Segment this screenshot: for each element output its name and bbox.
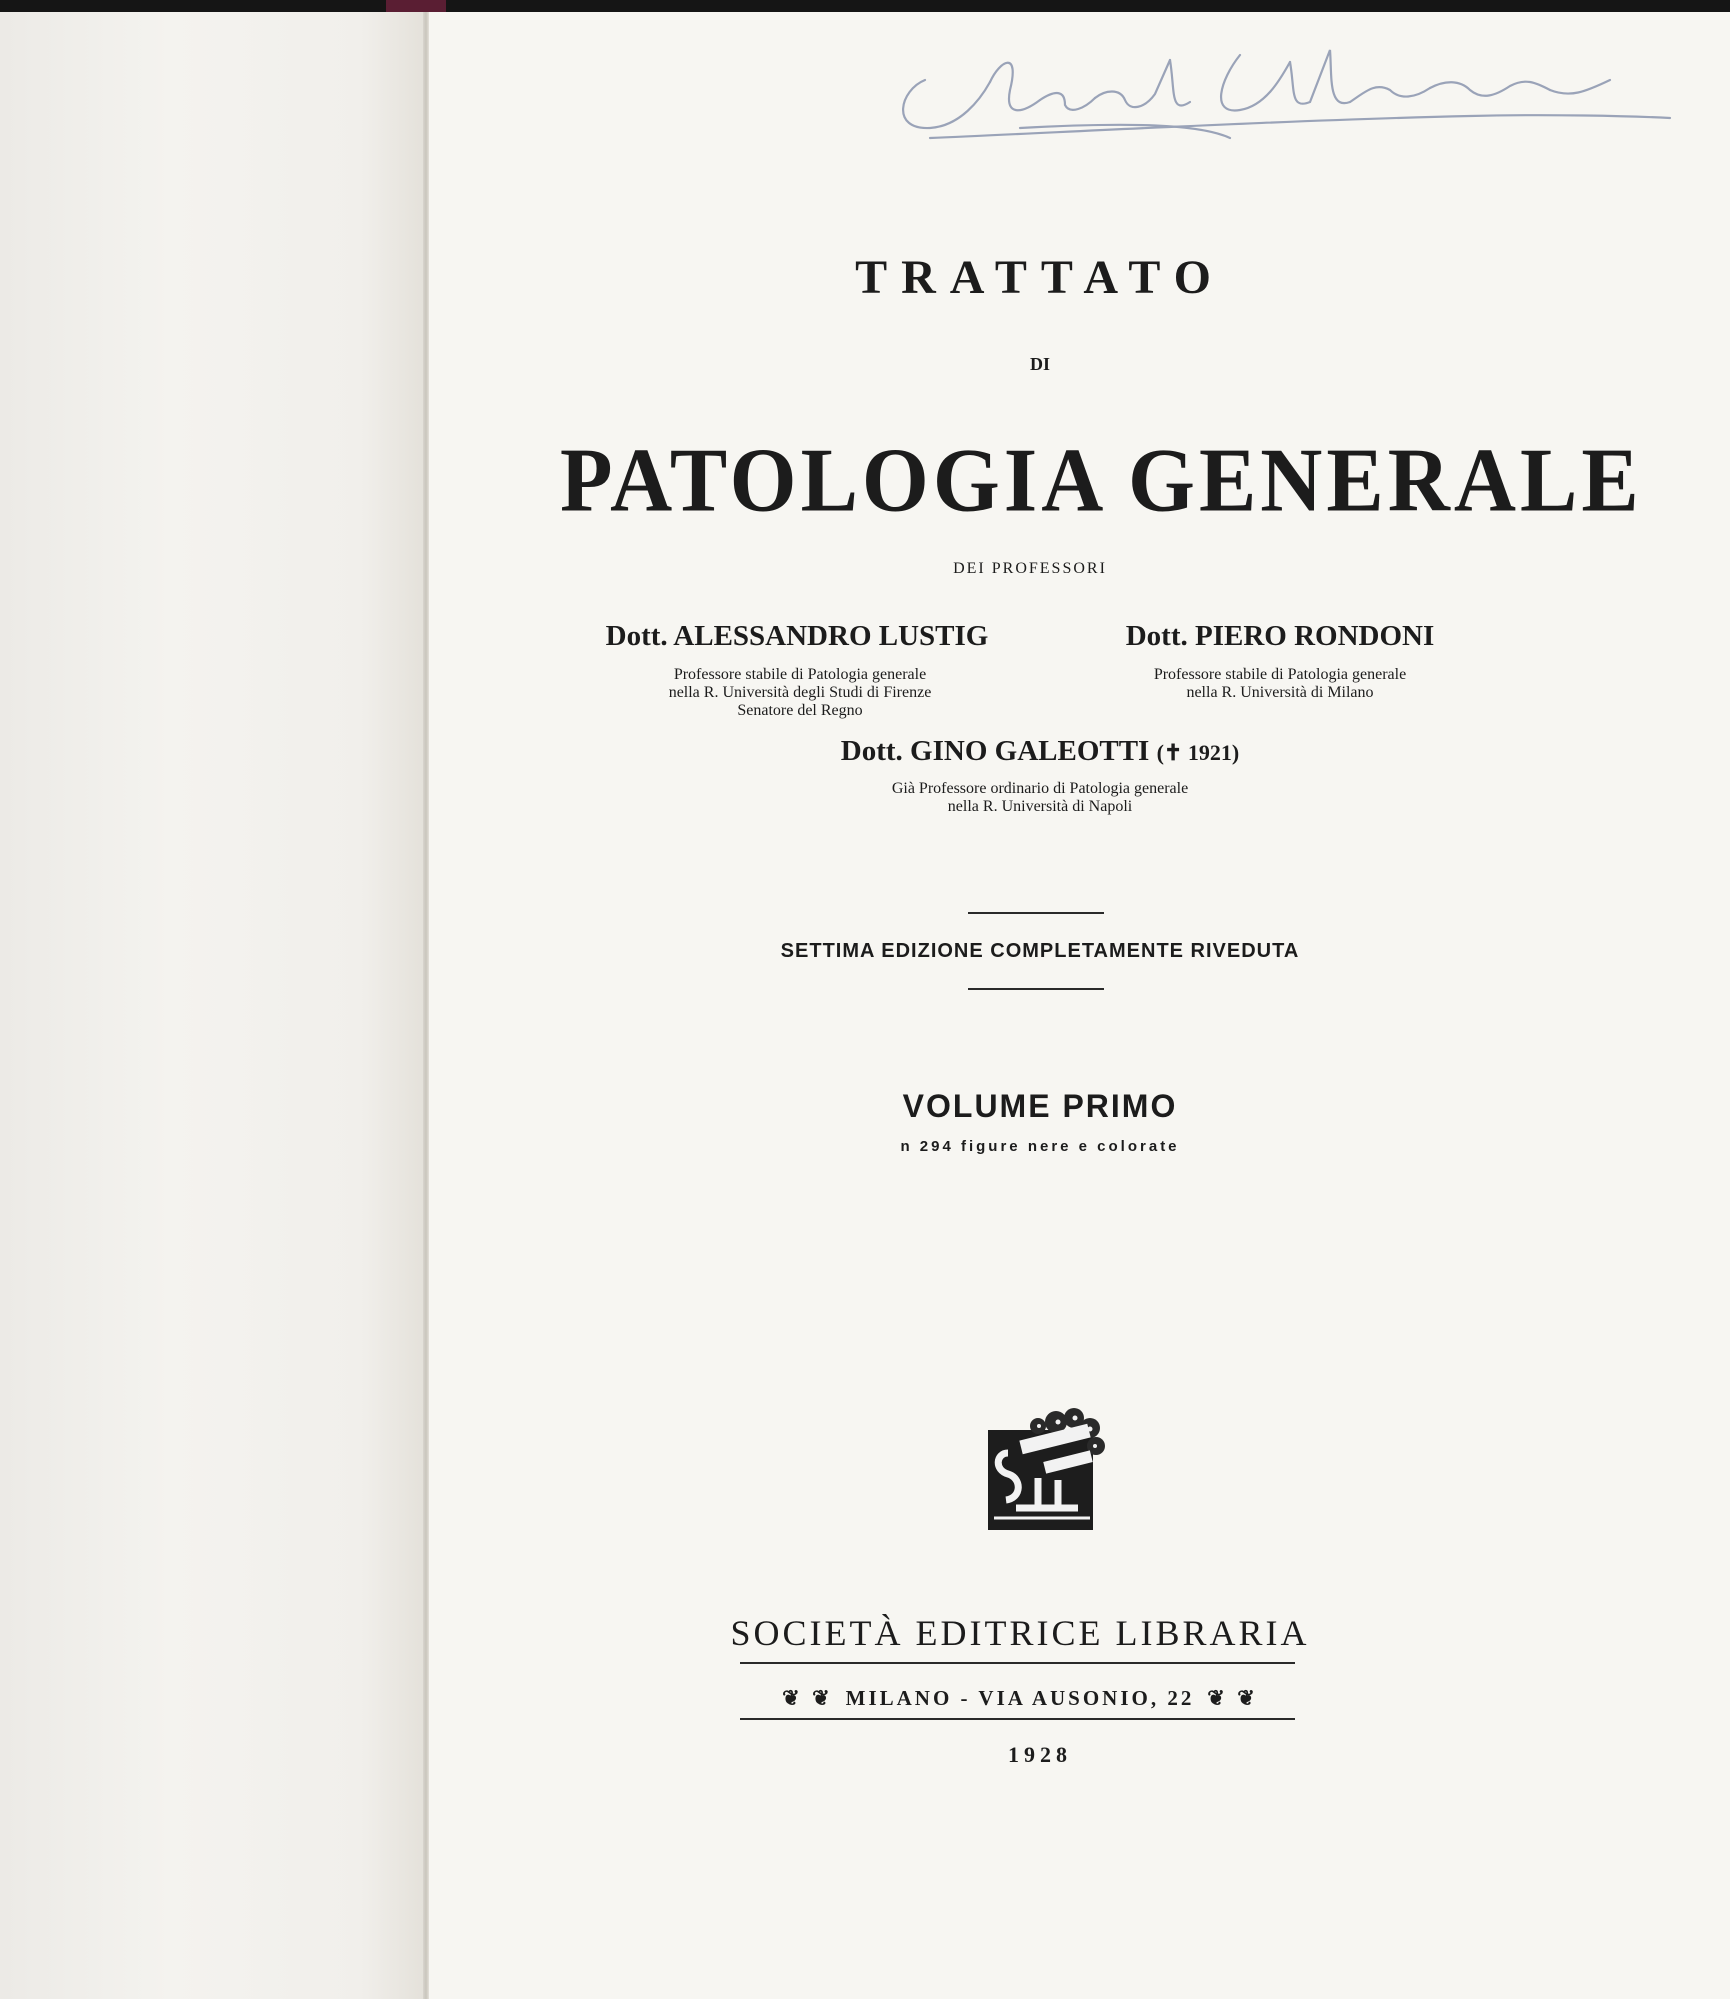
fleuron-icon: ❦: [1207, 1686, 1228, 1710]
publication-year: 1928: [1008, 1742, 1072, 1767]
author-3-name-row: [800, 735, 1280, 768]
top-edge: [0, 0, 1730, 12]
top-edge-accent: [386, 0, 446, 12]
left-page: [0, 12, 425, 1999]
author-2-affiliation: [1090, 666, 1470, 702]
author-3-aff-line: nella R. Università di Napoli: [947, 798, 1133, 815]
author-2-name: Dott. PIERO RONDONI: [1125, 620, 1435, 652]
volume-title: VOLUME PRIMO: [902, 1088, 1178, 1124]
author-3-death-note: (✝ 1921): [1156, 740, 1240, 765]
authors-intro: DEI PROFESSORI: [953, 560, 1107, 577]
divider-top: [968, 912, 1104, 914]
publisher-address-row: [730, 1686, 1310, 1711]
author-1-affiliation: [590, 666, 1010, 720]
fleuron-icon: ❦: [1237, 1686, 1258, 1710]
author-1-aff-line: Senatore del Regno: [737, 702, 863, 719]
publisher-rule-top: [740, 1662, 1295, 1664]
author-1-name: Dott. ALESSANDRO LUSTIG: [605, 620, 989, 652]
edition-line: SETTIMA EDIZIONE COMPLETAMENTE RIVEDUTA: [780, 940, 1300, 962]
fleuron-icon: ❦: [782, 1686, 803, 1710]
publisher-emblem: [978, 1408, 1108, 1533]
book-title: PATOLOGIA GENERALE: [560, 429, 1643, 531]
title-top: TRATTATO: [855, 251, 1225, 304]
figures-note: n 294 figure nere e colorate: [900, 1138, 1180, 1155]
handwritten-signature: [870, 20, 1690, 190]
fleuron-icon: ❦: [812, 1686, 833, 1710]
publisher-address: MILANO - VIA AUSONIO, 22: [845, 1686, 1195, 1710]
author-3-name: Dott. GINO GALEOTTI: [840, 735, 1150, 767]
author-1-aff-line: nella R. Università degli Studi di Firenze: [668, 684, 932, 701]
author-2-aff-line: nella R. Università di Milano: [1186, 684, 1374, 701]
publisher-rule-bottom: [740, 1718, 1295, 1720]
author-2-aff-line: Professore stabile di Patologia generale: [1153, 666, 1407, 683]
author-1-aff-line: Professore stabile di Patologia generale: [673, 666, 927, 683]
publisher-name: SOCIETÀ EDITRICE LIBRARIA: [730, 1613, 1310, 1653]
divider-bottom: [968, 988, 1104, 990]
author-3-affiliation: [820, 780, 1260, 816]
author-3-aff-line: Già Professore ordinario di Patologia generale: [891, 780, 1189, 797]
title-preposition: DI: [1029, 354, 1050, 374]
